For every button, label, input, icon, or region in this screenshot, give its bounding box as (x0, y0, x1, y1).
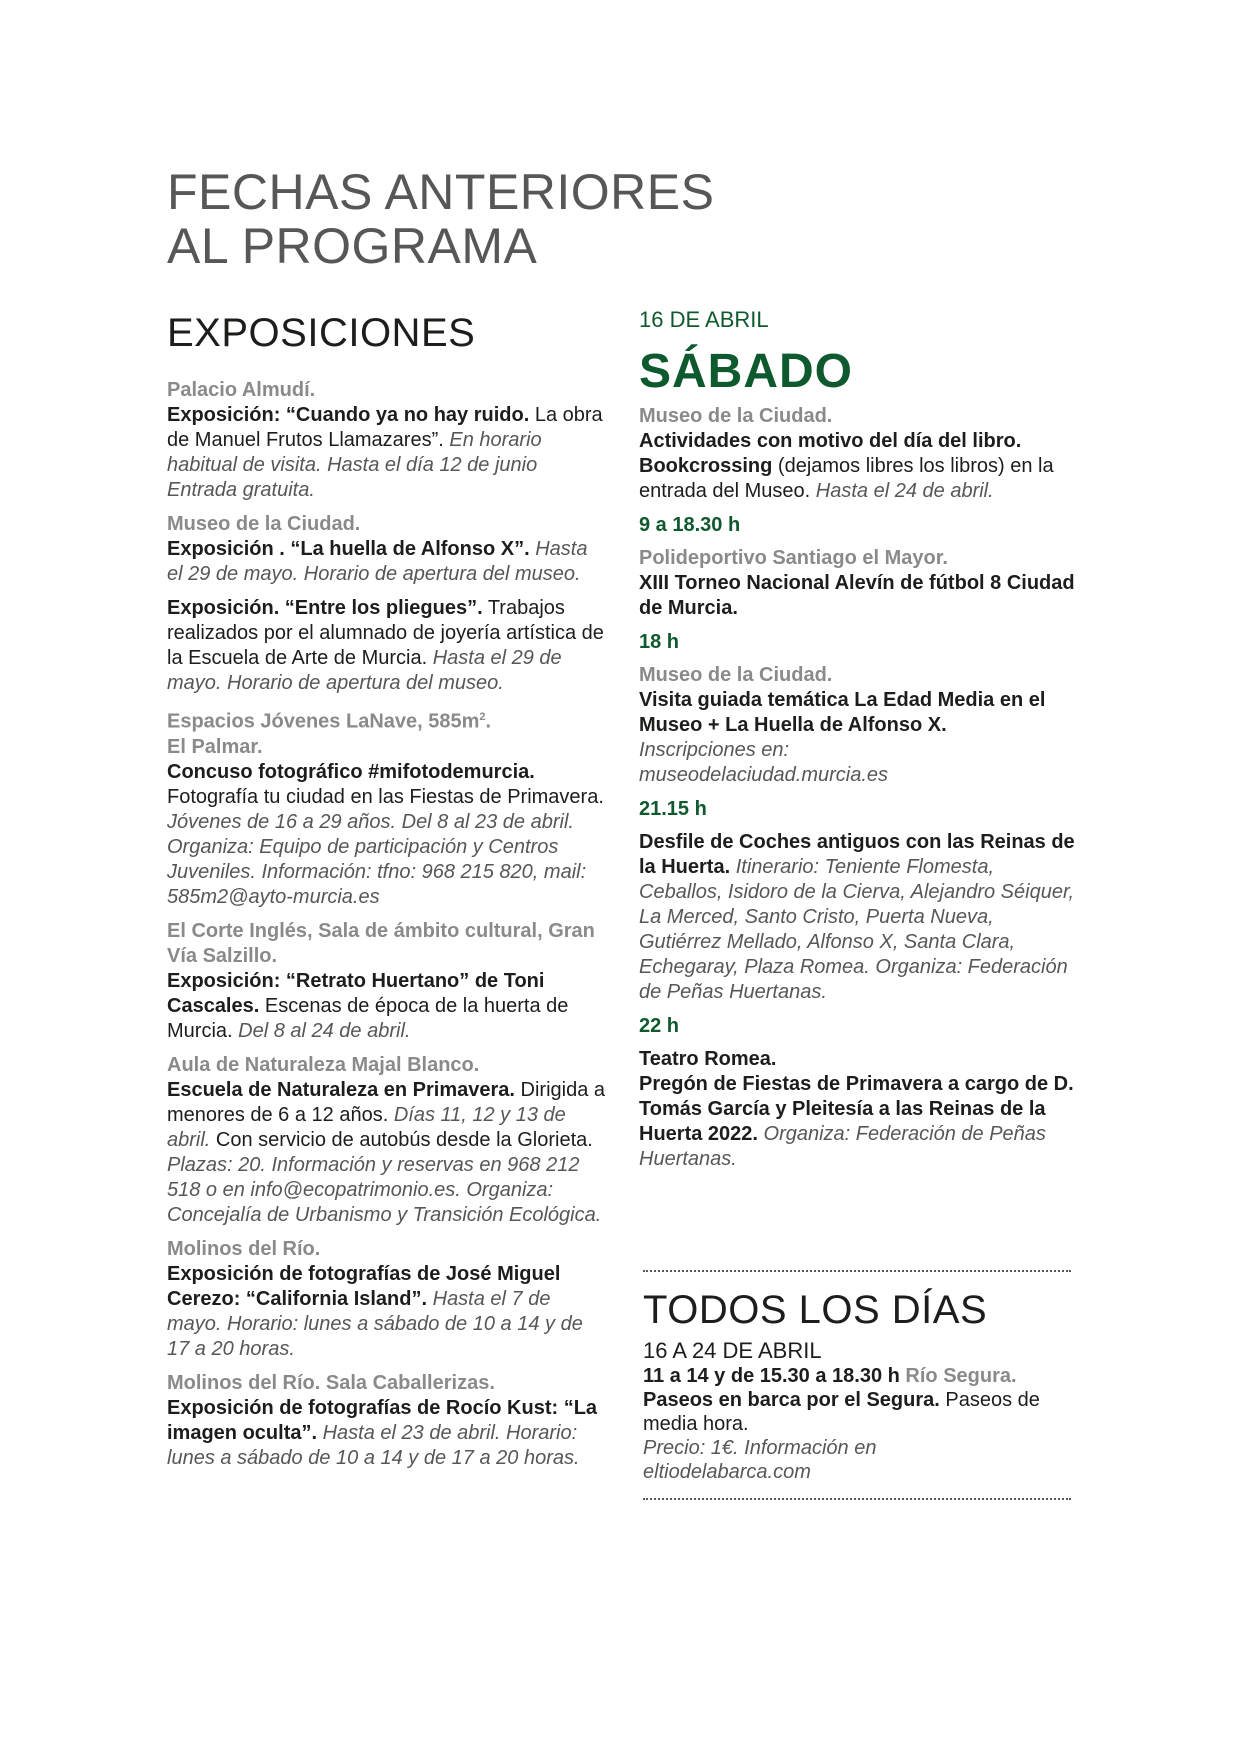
entry-title: Exposición: “Retrato Huertano” de Toni Cascales. (167, 969, 545, 1017)
entry-title: Escuela de Naturaleza en Primavera. (167, 1078, 515, 1101)
venue-line1: Espacios Jóvenes LaNave, 585m (167, 710, 480, 733)
todos-time: 11 a 14 y de 15.30 a 18.30 h (643, 1365, 900, 1387)
entry-title: Visita guiada temática La Edad Media en el Museo + La Huella de Alfonso X. (639, 689, 1046, 736)
todos-title: Paseos en barca por el Segura. (643, 1389, 940, 1411)
date-label: 16 DE ABRIL (639, 307, 769, 332)
entry-note: Jóvenes de 16 a 29 años. Del 8 al 23 de abril. Organiza: Equipo de participación y Centros Juveniles. Información: tfno: 968 215 820, mail: 585m2@ayto-murcia.es (167, 810, 587, 908)
venue: Museo de la Ciudad. (167, 513, 361, 535)
venue: Teatro Romea. (639, 1048, 777, 1070)
entry-note: Hasta el 29 de mayo. Horario de apertura del museo. (167, 647, 562, 694)
exhibition-entry (167, 1237, 607, 1362)
venue (167, 705, 607, 735)
exhibition-entry (167, 596, 607, 696)
venue: Museo de la Ciudad. (639, 405, 833, 427)
event-entry (639, 1047, 1079, 1172)
entry-body-2: Con servicio de autobús desde la Glorieta. (210, 1128, 593, 1151)
entry-note: Días 11, 12 y 13 de abril. (167, 1103, 566, 1151)
entry-note: Organiza: Federación de Peñas Huertanas. (639, 1123, 1046, 1170)
venue: Palacio Almudí. (167, 379, 316, 401)
todos-body: Paseos de media hora. (643, 1389, 1040, 1435)
entry-note: Hasta el 7 de mayo. Horario: lunes a sábado de 10 a 14 y de 17 a 20 horas. (167, 1287, 583, 1360)
venue: Museo de la Ciudad. (639, 664, 833, 686)
sabado-column (639, 307, 1079, 1181)
venue-dot: . (485, 710, 492, 733)
venue: Molinos del Río. (167, 1237, 321, 1260)
entry-note: Hasta el 24 de abril. (810, 480, 994, 502)
entry-note-line2: museodelaciudad.murcia.es (639, 764, 889, 786)
event-time: 18 h (639, 631, 680, 653)
todos-los-dias-box (643, 1270, 1083, 1500)
entry-title: Concuso fotográfico #mifotodemurcia. (167, 760, 535, 783)
exhibition-entry (167, 919, 607, 1044)
entry-body: Dirigida a menores de 6 a 12 años. (167, 1078, 606, 1126)
entry-note-line1: Inscripciones en: (639, 739, 790, 761)
entry-note: En horario habitual de visita. Hasta el día 12 de junio Entrada gratuita. (167, 429, 542, 501)
entry-title: Exposición de fotografías de Rocío Kust: “La imagen oculta”. (167, 1396, 598, 1444)
entry-body: Fotografía tu ciudad en las Fiestas de Primavera. (167, 785, 604, 808)
entry-body: La obra de Manuel Frutos Llamazares”. (167, 404, 603, 451)
exhibition-entry (167, 705, 607, 910)
venue: Polideportivo Santiago el Mayor. (639, 547, 948, 569)
venue: Molinos del Río. Sala Caballerizas. (167, 1371, 495, 1394)
entry-body: Escenas de época de la huerta de Murcia. (167, 994, 569, 1042)
venue-superscript: 2 (479, 711, 486, 723)
entry-title: Exposición: “Cuando ya no hay ruido. (167, 404, 530, 426)
exhibition-entry (167, 512, 607, 587)
entry-note: Hasta el 29 de mayo. Horario de apertura del museo. (167, 538, 588, 585)
entry-body: (dejamos libres los libros) en la entrada del Museo. (639, 455, 1054, 502)
event-time: 9 a 18.30 h (639, 514, 741, 536)
page-title (167, 165, 867, 273)
todos-note-line1: Precio: 1€. Información en (643, 1437, 877, 1459)
event-time: 22 h (639, 1015, 680, 1037)
venue: El Corte Inglés, Sala de ámbito cultural, Gran Vía Salzillo. (167, 919, 595, 967)
todos-dates: 16 A 24 DE ABRIL (643, 1338, 822, 1363)
exhibition-entry (167, 378, 607, 503)
entry-title: Actividades con motivo del día del libro. (639, 430, 1022, 452)
entry-title-2: Bookcrossing (639, 455, 773, 477)
todos-venue: Río Segura. (899, 1365, 1017, 1387)
event-entry (639, 546, 1079, 621)
venue: Aula de Naturaleza Majal Blanco. (167, 1053, 480, 1076)
entry-title: Exposición de fotografías de José Miguel Cerezo: “California Island”. (167, 1262, 561, 1310)
entry-title: Exposición. “Entre los pliegues”. (167, 597, 483, 619)
venue-line2: El Palmar. (167, 735, 263, 758)
day-title: SÁBADO (639, 345, 854, 398)
exposiciones-column (167, 310, 607, 1480)
todos-time-line (643, 1364, 1083, 1388)
event-entry (639, 663, 1079, 788)
exhibition-entry (167, 1371, 607, 1471)
event-entry (639, 830, 1079, 1005)
entry-body: Trabajos realizados por el alumnado de joyería artística de la Escuela de Arte de Murcia. (167, 597, 604, 669)
entry-title: XIII Torneo Nacional Alevín de fútbol 8 Ciudad de Murcia. (639, 572, 1075, 619)
dotted-divider-bottom (643, 1498, 1071, 1500)
entry-title: Exposición . “La huella de Alfonso X”. (167, 538, 530, 560)
entry-note: Del 8 al 24 de abril. (232, 1019, 411, 1042)
exhibition-entry (167, 1053, 607, 1228)
dotted-divider-top (643, 1270, 1071, 1272)
todos-heading: TODOS LOS DÍAS (643, 1288, 988, 1332)
entry-title: Pregón de Fiestas de Primavera a cargo de D. Tomás García y Pleitesía a las Reinas de la Huerta 2022. (639, 1073, 1074, 1145)
entry-note: Hasta el 23 de abril. Horario: lunes a sábado de 10 a 14 y de 17 a 20 horas. (167, 1421, 580, 1469)
entry-title: Desfile de Coches antiguos con las Reinas de la Huerta. (639, 831, 1075, 878)
exposiciones-heading: EXPOSICIONES (167, 311, 476, 355)
entry-note-2: Plazas: 20. Información y reservas en 968 212 518 o en info@ecopatrimonio.es. Organiza: Concejalía de Urbanismo y Transición Ecológica. (167, 1153, 602, 1226)
todos-note-line2: eltiodelabarca.com (643, 1461, 811, 1483)
todos-desc (643, 1388, 1083, 1436)
page-title-line2: AL PROGRAMA (167, 218, 538, 274)
page-title-line1: FECHAS ANTERIORES (167, 164, 715, 220)
entry-note: Itinerario: Teniente Flomesta, Ceballos, Isidoro de la Cierva, Alejandro Séiquer, La Merced, Santo Cristo, Puerta Nueva, Gutiérrez Mellado, Alfonso X, Santa Clara, Echegaray, Plaza Romea. Organiza: Federación de Peñas Huertanas. (639, 856, 1075, 1003)
event-time: 21.15 h (639, 798, 707, 820)
event-entry (639, 404, 1079, 504)
